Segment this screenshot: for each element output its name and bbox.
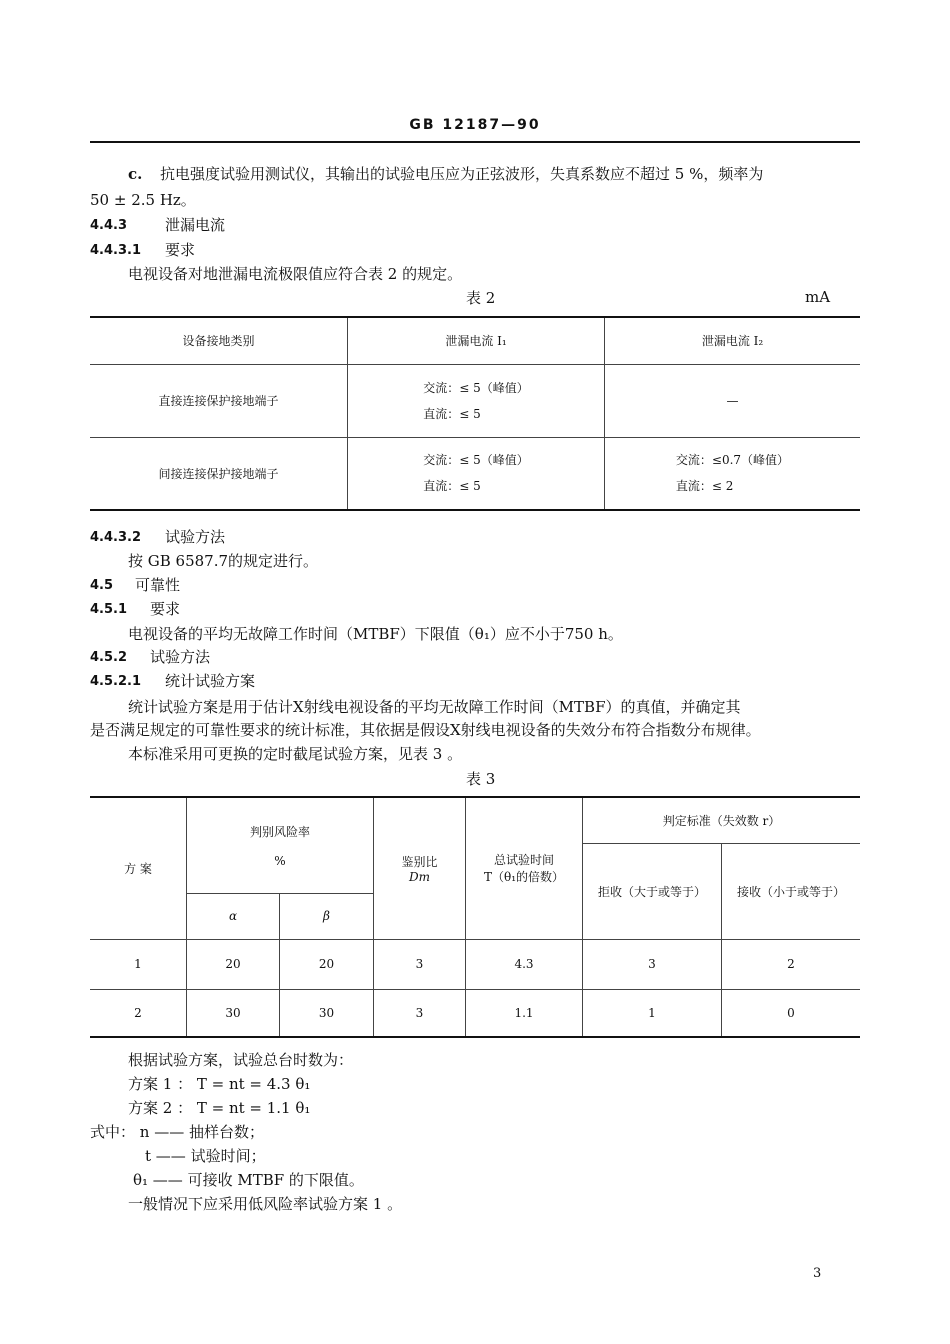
header-line: 总试验时间 — [493, 853, 554, 868]
table-cell: 1.1 — [466, 989, 583, 1037]
table-cell: 1 — [90, 939, 187, 989]
formula-where: t —— 试验时间； — [145, 1147, 266, 1165]
table-header-cell: 泄漏电流 I₁ — [348, 317, 605, 364]
table-cell: 30 — [280, 989, 374, 1037]
table-header-cell: 接收（小于或等于） — [722, 843, 861, 939]
note: 一般情况下应采用低风险率试验方案 1 。 — [128, 1195, 403, 1213]
section-number: 4.5.2 — [90, 650, 128, 665]
table-cell: 20 — [187, 939, 280, 989]
table-caption: 表 2 — [466, 289, 496, 307]
section-number: 4.4.3.2 — [90, 530, 141, 545]
paragraph: 是否满足规定的可靠性要求的统计标准，其依据是假设X射线电视设备的失效分布符合指数分布规律。 — [90, 721, 761, 739]
table-cell: 20 — [280, 939, 374, 989]
table-2 — [90, 316, 860, 511]
table-header-cell — [187, 893, 280, 939]
paragraph: 电视设备对地泄漏电流极限值应符合表 2 的规定。 — [128, 265, 463, 283]
section-title: 统计试验方案 — [165, 672, 256, 690]
section-number: 4.5.2.1 — [90, 674, 141, 689]
beta-symbol: β — [323, 909, 330, 923]
header-line: % — [274, 853, 286, 868]
table-header-cell: 泄漏电流 I₂ — [605, 317, 861, 364]
table-cell: 30 — [187, 989, 280, 1037]
cell-line: 交流：≤0.7（峰值） — [675, 453, 790, 468]
table-header-cell: 设备接地类别 — [90, 317, 348, 364]
section-title: 要求 — [150, 600, 181, 618]
formula-line: 方案 2 ： T = nt = 1.1 θ₁ — [128, 1099, 311, 1117]
cell-line: 交流：≤ 5（峰值） — [423, 453, 529, 468]
table-header-cell: 判定标准（失效数 r） — [583, 797, 861, 843]
table-cell: 1 — [583, 989, 722, 1037]
para-c-line1: 抗电强度试验用测试仪，其输出的试验电压应为正弦波形，失真系数应不超过 5 %，频率为 — [160, 165, 764, 183]
table-cell: 3 — [583, 939, 722, 989]
table-cell — [348, 437, 605, 510]
table-cell: 间接连接保护接地端子 — [90, 437, 348, 510]
table-cell: 直接连接保护接地端子 — [90, 364, 348, 437]
section-number: 4.5 — [90, 578, 114, 593]
para-c-line2: 50 ± 2.5 Hz。 — [90, 191, 196, 209]
page-number: 3 — [813, 1266, 822, 1281]
section-title: 泄漏电流 — [165, 216, 226, 234]
section-number: 4.5.1 — [90, 602, 128, 617]
table-3 — [90, 796, 860, 1038]
section-number: 4.4.3 — [90, 218, 128, 233]
section-title: 要求 — [165, 241, 196, 259]
table-cell: 3 — [374, 989, 466, 1037]
header-line: 鉴别比 — [401, 854, 438, 869]
table-row — [90, 437, 860, 510]
table-row — [90, 939, 860, 989]
header-line: Dm — [409, 869, 430, 884]
cell-line: 直流：≤ 5 — [423, 406, 481, 421]
item-label-c: c. — [128, 165, 143, 183]
table-caption: 表 3 — [466, 770, 496, 788]
table-cell: — — [605, 364, 861, 437]
formula-where: θ₁ —— 可接收 MTBF 的下限值。 — [133, 1171, 364, 1189]
table-cell: 2 — [90, 989, 187, 1037]
section-title: 可靠性 — [135, 576, 181, 594]
table-header-cell — [466, 797, 583, 939]
paragraph: 电视设备的平均无故障工作时间（MTBF）下限值（θ₁）应不小于750 h。 — [128, 625, 623, 643]
alpha-symbol: α — [228, 909, 238, 923]
table-cell: 2 — [722, 939, 861, 989]
formula-where: 式中： n —— 抽样台数； — [90, 1123, 264, 1141]
section-number: 4.4.3.1 — [90, 243, 141, 258]
page-header: GB 12187—90 — [409, 117, 541, 133]
table-header-cell — [280, 893, 374, 939]
header-rule — [90, 141, 860, 143]
table-cell — [605, 437, 861, 510]
paragraph: 按 GB 6587.7的规定进行。 — [128, 552, 319, 570]
header-line: 判别风险率 — [249, 824, 310, 839]
section-title: 试验方法 — [150, 648, 211, 666]
cell-line: 直流：≤ 5 — [423, 479, 481, 494]
table-header-cell: 方 案 — [90, 797, 187, 939]
table-row — [90, 364, 860, 437]
cell-line: 交流：≤ 5（峰值） — [423, 380, 529, 395]
table-row — [90, 989, 860, 1037]
paragraph: 统计试验方案是用于估计X射线电视设备的平均无故障工作时间（MTBF）的真值，并确定其 — [128, 698, 741, 716]
formula-intro: 根据试验方案，试验总台时数为： — [128, 1051, 354, 1069]
paragraph: 本标准采用可更换的定时截尾试验方案，见表 3 。 — [128, 745, 463, 763]
table-header-cell — [187, 797, 374, 893]
table-cell: 4.3 — [466, 939, 583, 989]
table-cell: 0 — [787, 1005, 795, 1020]
section-title: 试验方法 — [165, 528, 226, 546]
header-line: T（θ₁的倍数） — [483, 870, 565, 885]
table-header-cell — [374, 797, 466, 939]
table-cell — [348, 364, 605, 437]
table-header-cell: 拒收（大于或等于） — [583, 843, 722, 939]
table-cell: 3 — [374, 939, 466, 989]
table-unit: mA — [805, 288, 831, 306]
formula-line: 方案 1 ： T = nt = 4.3 θ₁ — [128, 1075, 311, 1093]
cell-line: 直流：≤ 2 — [675, 479, 734, 494]
